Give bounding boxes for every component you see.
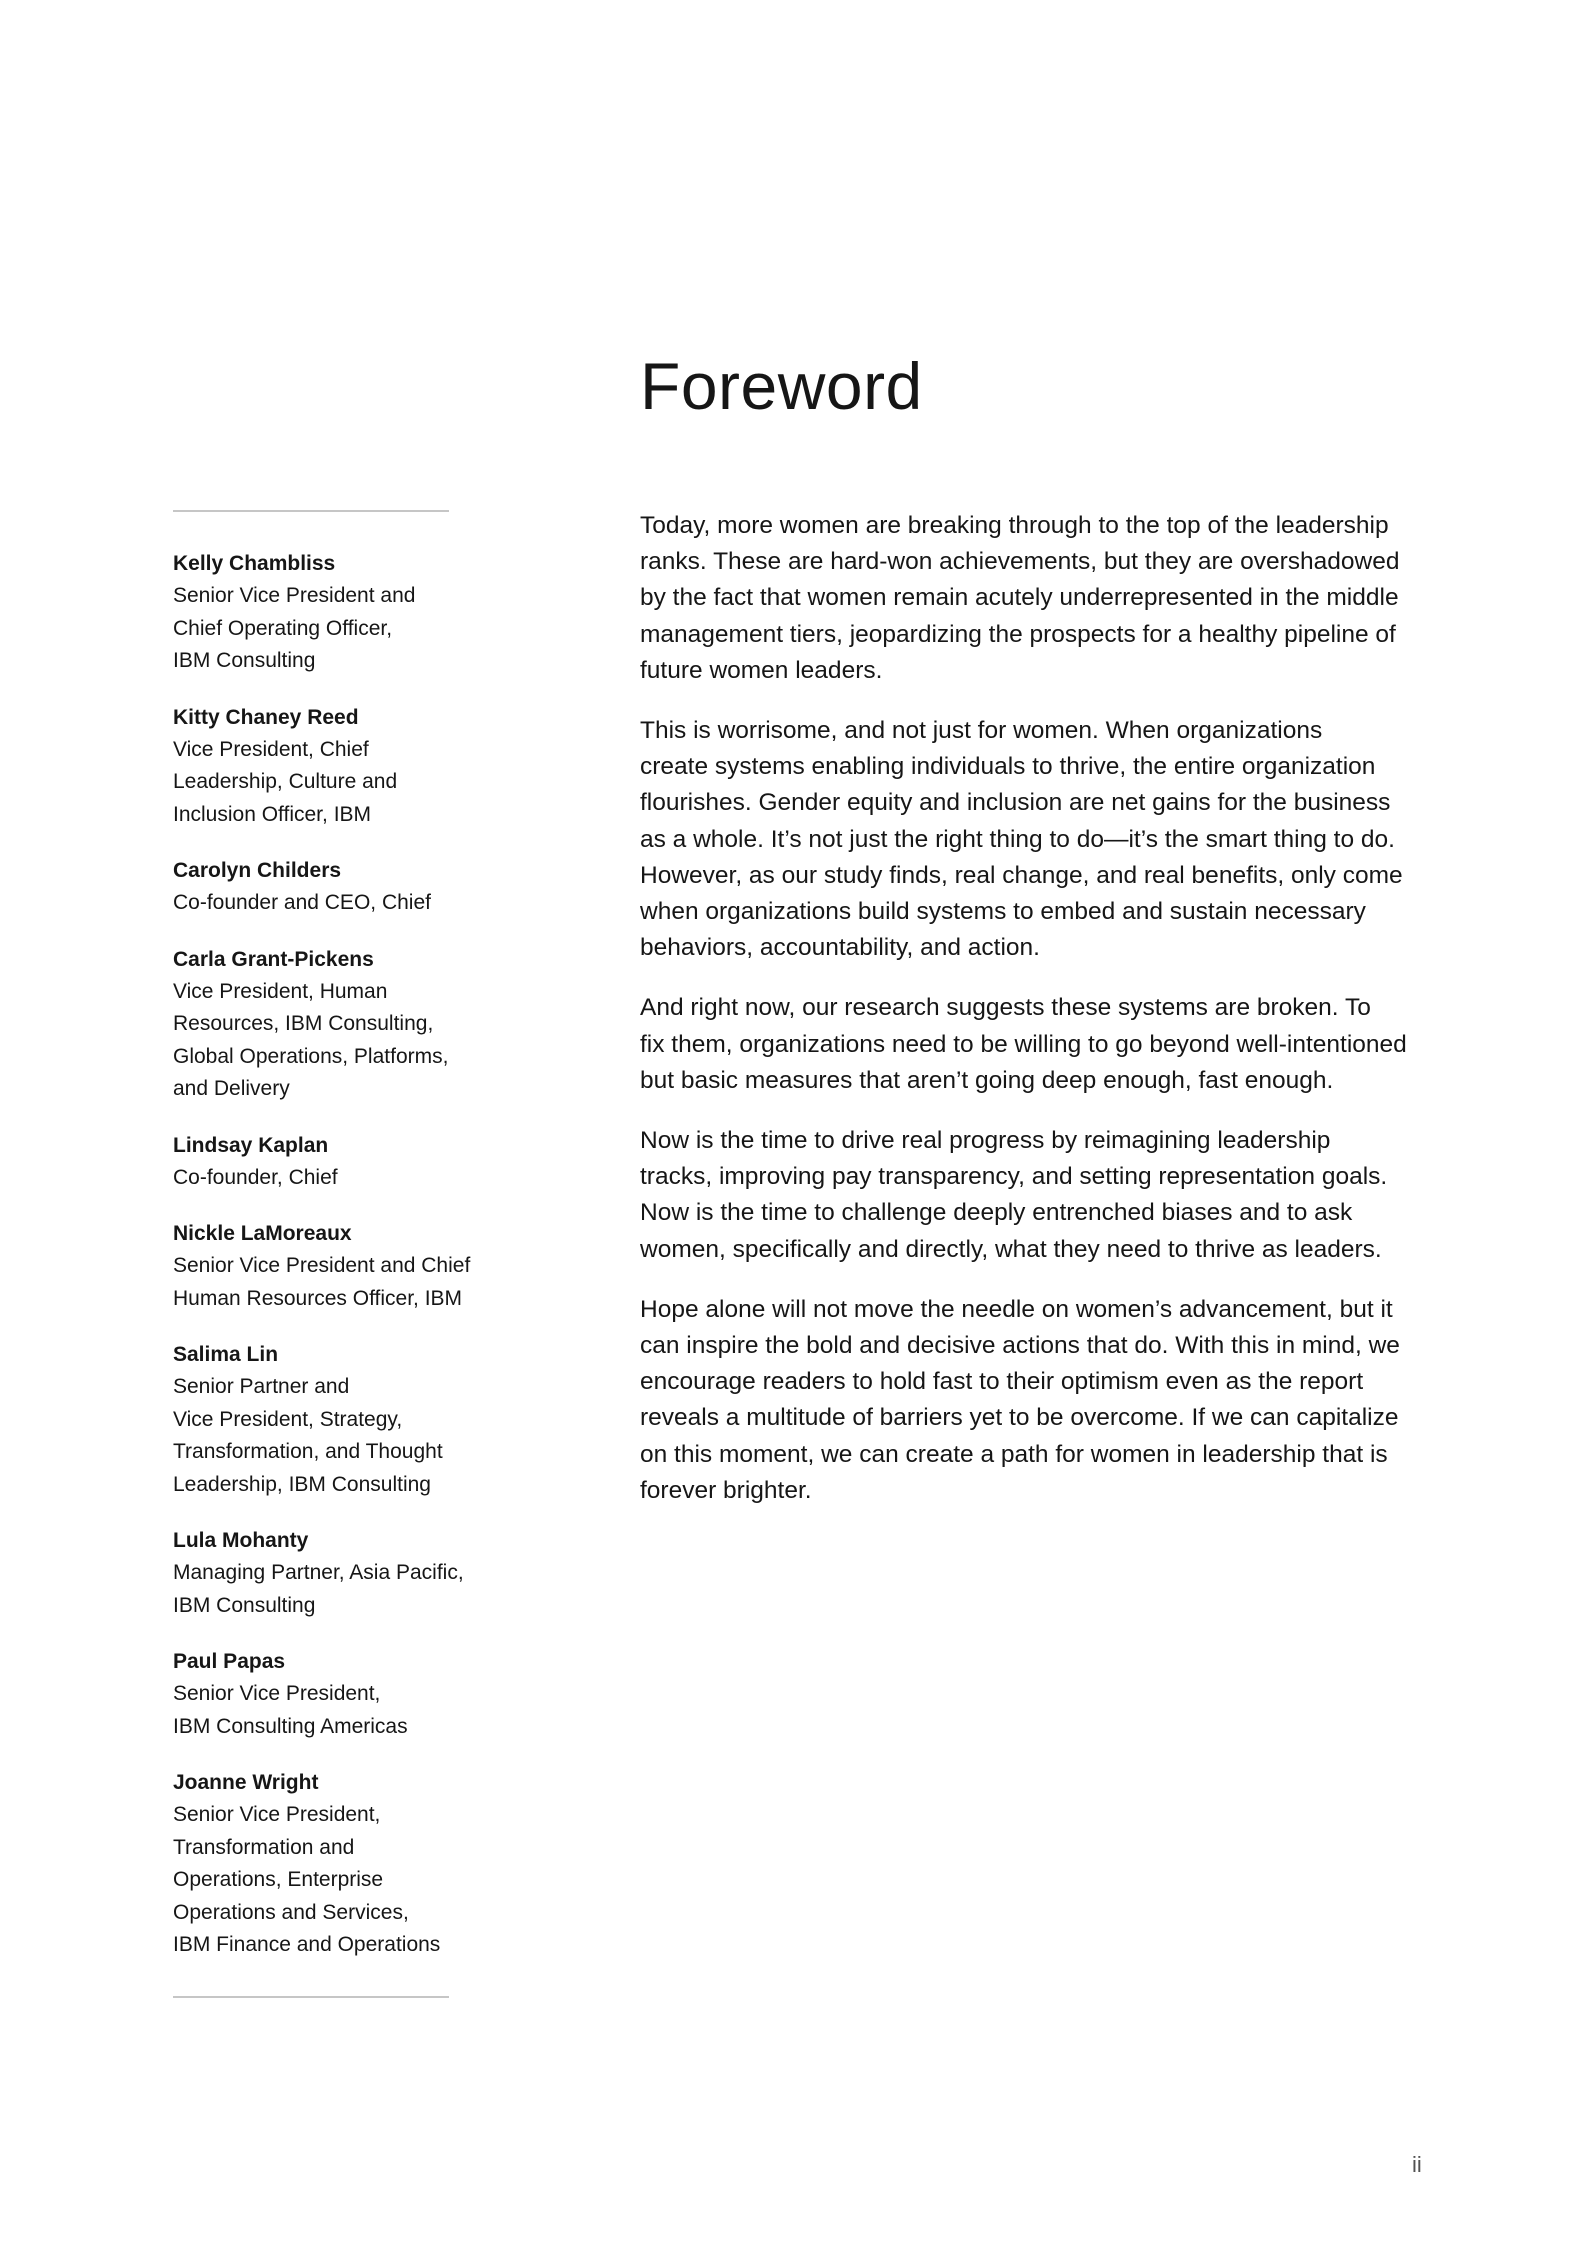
- contributor: [173, 1130, 503, 1195]
- contributor-name: Salima Lin: [173, 1343, 279, 1366]
- body-paragraph: And right now, our research suggests these systems are broken. To fix them, organizations need to be willing to go beyond well-intentioned but basic measures that aren’t going deep enough, fast enough.: [640, 994, 1407, 1094]
- page-title: Foreword: [640, 349, 923, 423]
- contributor-name: Kitty Chaney Reed: [173, 705, 359, 729]
- contributor: [173, 944, 503, 1106]
- contributor-name: Joanne Wright: [173, 1771, 319, 1794]
- sidebar-top-divider: [173, 510, 449, 512]
- foreword-body: [640, 508, 1430, 1533]
- contributor-role: Senior Vice President and Chief Operating Officer, IBM Consulting: [173, 584, 416, 672]
- contributor-role: Senior Partner and Vice President, Strategy, Transformation, and Thought Leadership, IBM Consulting: [173, 1375, 443, 1496]
- contributor: [173, 548, 503, 678]
- body-paragraph: Today, more women are breaking through to the top of the leadership ranks. These are hard-won achievements, but they are overshadowed by the fact that women remain acutely underrepresented in the middle management tiers, jeopardizing the prospects for a healthy pipeline of future women leaders.: [640, 512, 1400, 684]
- contributor-name: Carolyn Childers: [173, 859, 342, 882]
- contributor-role: Senior Vice President, IBM Consulting Americas: [173, 1682, 408, 1738]
- contributor: [173, 1767, 503, 1962]
- page-number: ii: [1412, 2152, 1422, 2177]
- contributor-role: Vice President, Human Resources, IBM Consulting, Global Operations, Platforms, and Delivery: [173, 979, 449, 1100]
- contributor-role: Co-founder, Chief: [173, 1165, 338, 1189]
- contributor: [173, 1339, 503, 1501]
- contributor-name: Paul Papas: [173, 1650, 286, 1673]
- contributor: [173, 702, 503, 832]
- contributor-role: Co-founder and CEO, Chief: [173, 891, 431, 914]
- contributors-sidebar: [173, 510, 503, 1998]
- body-paragraph: Hope alone will not move the needle on women’s advancement, but it can inspire the bold and decisive actions that do. With this in mind, we encourage readers to hold fast to their optimism even as the report reveals a multitude of barriers yet to be overcome. If we can capitalize on this moment, we can create a path for women in leadership that is forever brighter.: [640, 1295, 1400, 1504]
- contributor: [173, 1218, 503, 1315]
- contributor: [173, 1646, 503, 1743]
- contributor-role: Managing Partner, Asia Pacific, IBM Consulting: [173, 1561, 464, 1617]
- body-paragraph: This is worrisome, and not just for women. When organizations create systems enabling individuals to thrive, the entire organization flourishes. Gender equity and inclusion are net gains for the business as a whole. It’s not just the right thing to do—it’s the smart thing to do. However, as our study finds, real change, and real benefits, only come when organizations build systems to embed and sustain necessary behaviors, accountability, and action.: [640, 717, 1403, 962]
- contributor: [173, 855, 503, 920]
- contributor-role: Senior Vice President and Chief Human Resources Officer, IBM: [173, 1254, 471, 1310]
- contributor-name: Carla Grant-Pickens: [173, 947, 374, 971]
- contributor-name: Kelly Chambliss: [173, 552, 336, 575]
- contributor-role: Vice President, Chief Leadership, Culture and Inclusion Officer, IBM: [173, 737, 398, 826]
- contributor: [173, 1525, 503, 1622]
- contributor-name: Lindsay Kaplan: [173, 1133, 329, 1157]
- body-paragraph: Now is the time to drive real progress by reimagining leadership tracks, improving pay transparency, and setting representation goals. Now is the time to challenge deeply entrenched biases and to ask women, specifically and directly, what they need to thrive as leaders.: [640, 1127, 1388, 1263]
- sidebar-bottom-divider: [173, 1996, 449, 1998]
- contributor-name: Lula Mohanty: [173, 1529, 309, 1552]
- contributor-role: Senior Vice President, Transformation and Operations, Enterprise Operations and Services, IBM Finance and Operations: [173, 1803, 441, 1956]
- contributor-name: Nickle LaMoreaux: [173, 1222, 352, 1245]
